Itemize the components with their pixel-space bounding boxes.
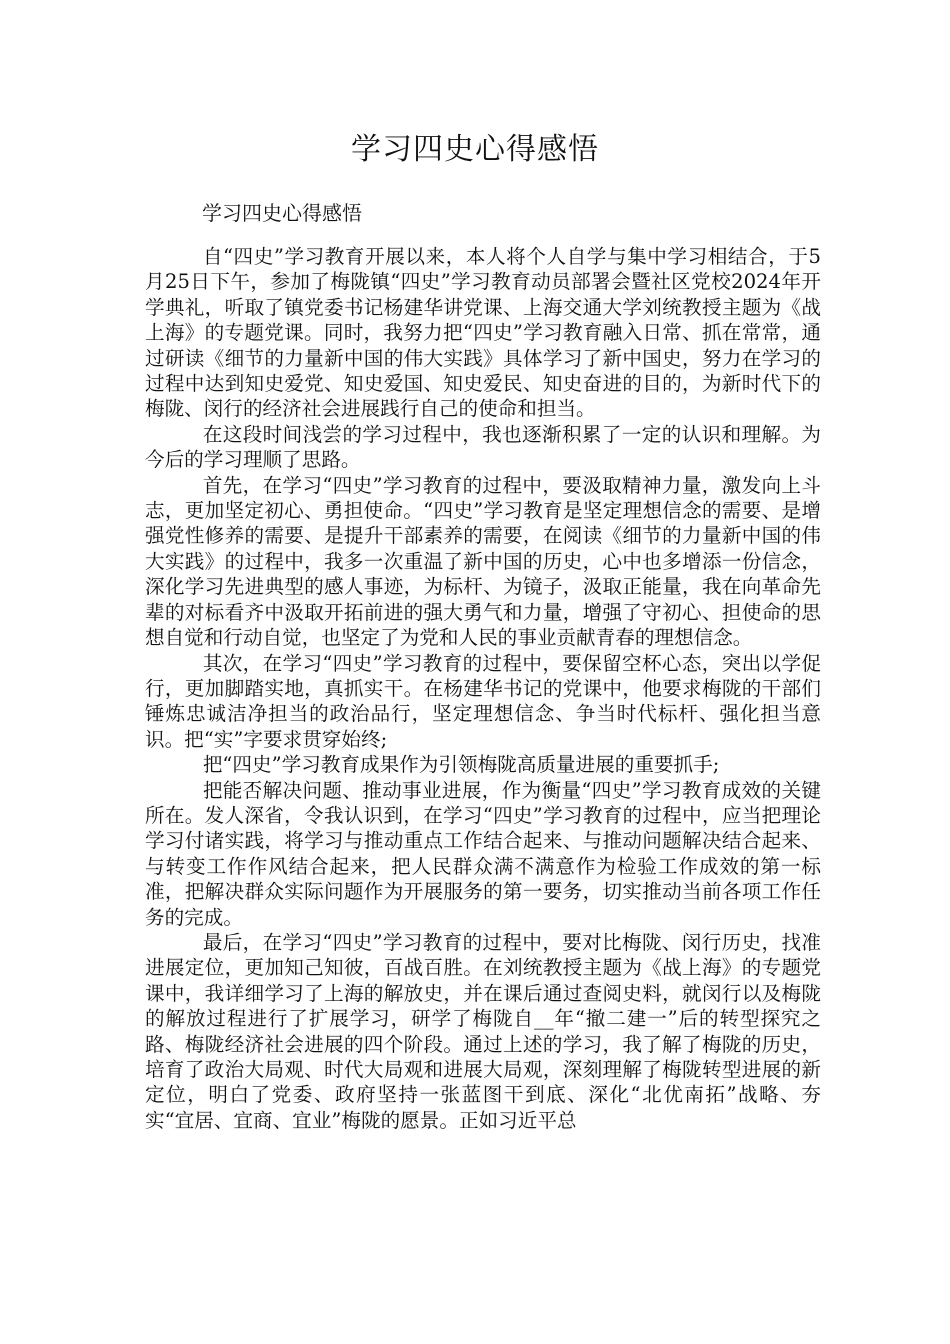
paragraph: 自“四史”学习教育开展以来，本人将个人自学与集中学习相结合，于5月25日下午，参加了梅陇镇“四史”学习教育动员部署会暨社区党校2024年开学典礼，听取了镇党委书记杨建华讲党课、上海交通大学刘统教授主题为《战上海》的专题党课。同时，我努力把“四史”学习教育融入日常、抓在常常，通过研读《细节的力量新中国的伟大实践》具体学习了新中国史，努力在学习的过程中达到知史爱党、知史爱国、知史爱民、知史奋进的目的，为新时代下的梅陇、闵行的经济社会进展践行自己的使命和担当。 <box>145 245 821 421</box>
paragraph: 最后，在学习“四史”学习教育的过程中，要对比梅陇、闵行历史，找准进展定位，更加知己知彼，百战百胜。在刘统教授主题为《战上海》的专题党课中，我详细学习了上海的解放史，并在课后通过查阅史料，就闵行以及梅陇的解放过程进行了扩展学习，研学了梅陇自__年“撤二建一”后的转型探究之路、梅陇经济社会进展的四个阶段。通过上述的学习，我了解了梅陇的历史，培育了政治大局观、时代大局观和进展大局观，深刻理解了梅陇转型进展的新定位，明白了党委、政府坚持一张蓝图干到底、深化“北优南拓”战略、夯实“宜居、宜商、宜业”梅陇的愿景。正如习近平总 <box>145 930 821 1132</box>
document-body <box>145 244 821 1133</box>
document-subtitle: 学习四史心得感悟 <box>202 201 362 225</box>
paragraph: 在这段时间浅尝的学习过程中，我也逐渐积累了一定的认识和理解。为今后的学习理顺了思路。 <box>145 422 821 472</box>
paragraph: 其次，在学习“四史”学习教育的过程中，要保留空杯心态，突出以学促行，更加脚踏实地，真抓实干。在杨建华书记的党课中，他要求梅陇的干部们锤炼忠诚洁净担当的政治品行，坚定理想信念、争当时代标杆、强化担当意识。把“实”字要求贯穿始终; <box>145 651 821 751</box>
paragraph: 首先，在学习“四史”学习教育的过程中，要汲取精神力量，激发向上斗志，更加坚定初心、勇担使命。“四史”学习教育是坚定理想信念的需要、是增强党性修养的需要、是提升干部素养的需要，在阅读《细节的力量新中国的伟大实践》的过程中，我多一次重温了新中国的历史，心中也多增添一份信念，深化学习先进典型的感人事迹，为标杆、为镜子，汲取正能量，我在向革命先辈的对标看齐中汲取开拓前进的强大勇气和力量，增强了守初心、担使命的思想自觉和行动自觉，也坚定了为党和人民的事业贡献青春的理想信念。 <box>145 473 821 650</box>
document-title: 学习四史心得感悟 <box>351 132 599 167</box>
paragraph: 把“四史”学习教育成果作为引领梅陇高质量进展的重要抓手; <box>202 753 720 777</box>
paragraph: 把能否解决问题、推动事业进展，作为衡量“四史”学习教育成效的关键所在。发人深省，令我认识到，在学习“四史”学习教育的过程中，应当把理论学习付诸实践，将学习与推动重点工作结合起来、与推动问题解决结合起来、与转变工作作风结合起来，把人民群众满不满意作为检验工作成效的第一标准，把解决群众实际问题作为开展服务的第一要务，切实推动当前各项工作任务的完成。 <box>145 778 821 929</box>
